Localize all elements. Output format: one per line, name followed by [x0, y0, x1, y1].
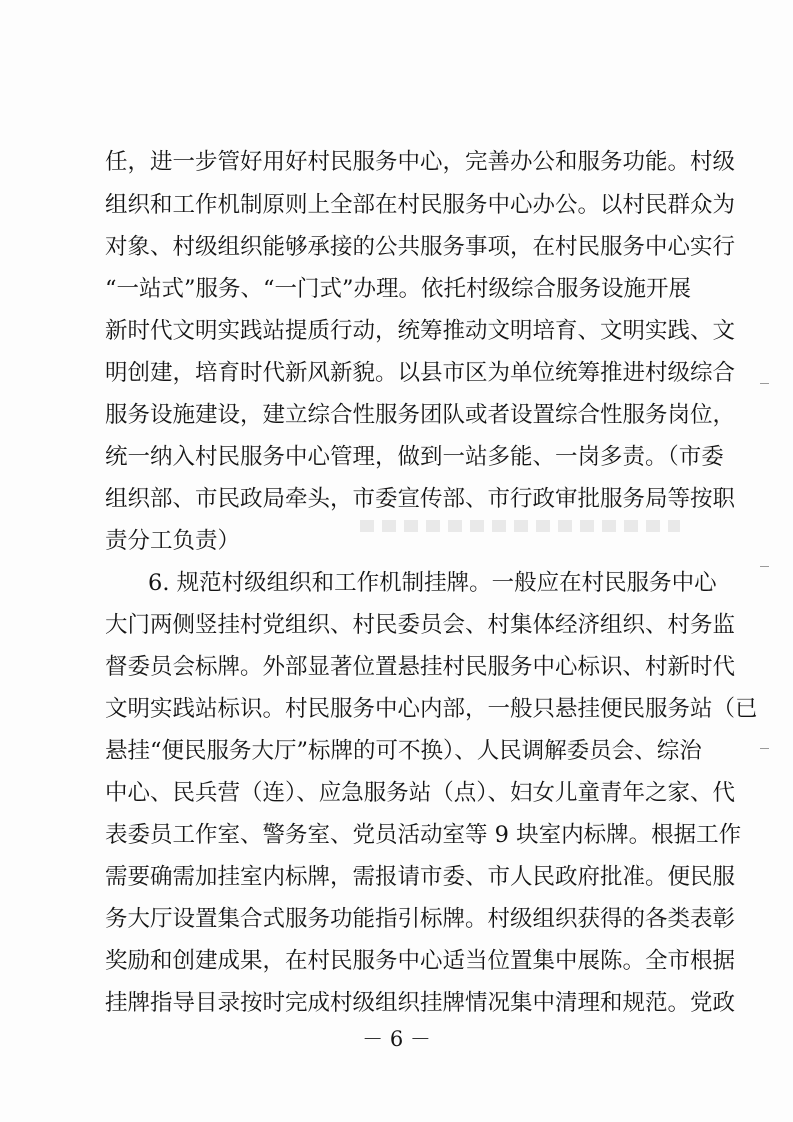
paragraph-line: 中心、民兵营（连）、应急服务站（点）、妇女儿童青年之家、代 — [105, 780, 736, 806]
paragraph-line: 新时代文明实践站提质行动，统筹推动文明培育、文明实践、文 — [105, 318, 736, 344]
scan-edge-mark — [760, 748, 769, 749]
paragraph-line: 大门两侧竖挂村党组织、村民委员会、村集体经济组织、村务监 — [105, 612, 736, 638]
paragraph-line: 务大厅设置集合式服务功能指引标牌。村级组织获得的各类表彰 — [105, 906, 736, 932]
paragraph-line: 督委员会标牌。外部显著位置悬挂村民服务中心标识、村新时代 — [105, 654, 736, 680]
paragraph-line: 服务设施建设，建立综合性服务团队或者设置综合性服务岗位， — [105, 402, 736, 428]
paragraph-line: 表委员工作室、警务室、党员活动室等 9 块室内标牌。根据工作 — [105, 822, 742, 848]
paragraph-line: 明创建，培育时代新风新貌。以县市区为单位统筹推进村级综合 — [105, 360, 736, 386]
page-number: － 6 － — [362, 1027, 431, 1051]
section-heading-line: 6. 规范村级组织和工作机制挂牌。一般应在村民服务中心 — [148, 570, 717, 596]
paragraph-line: 需要确需加挂室内标牌，需报请市委、市人民政府批准。便民服 — [105, 864, 736, 890]
paragraph-line: 任，进一步管好用好村民服务中心，完善办公和服务功能。村级 — [105, 149, 736, 175]
paragraph-line: 组织和工作机制原则上全部在村民服务中心办公。以村民群众为 — [105, 192, 736, 218]
paragraph-line: 统一纳入村民服务中心管理，做到一站多能、一岗多责。（市委 — [105, 444, 724, 470]
paragraph-line: 悬挂“便民服务大厅”标牌的可不换）、人民调解委员会、综治 — [105, 738, 702, 764]
paragraph-line: 奖励和创建成果，在村民服务中心适当位置集中展陈。全市根据 — [105, 948, 736, 974]
scan-edge-mark — [760, 383, 769, 384]
scan-edge-mark — [760, 566, 769, 567]
paragraph-line: 对象、村级组织能够承接的公共服务事项，在村民服务中心实行 — [105, 234, 736, 260]
paragraph-line: “一站式”服务、“一门式”办理。依托村级综合服务设施开展 — [105, 276, 692, 302]
paragraph-line: 责分工负责） — [105, 528, 241, 554]
paragraph-line: 挂牌指导目录按时完成村级组织挂牌情况集中清理和规范。党政 — [105, 990, 736, 1016]
paragraph-line: 文明实践站标识。村民服务中心内部，一般只悬挂便民服务站（已 — [105, 696, 758, 722]
paragraph-line: 组织部、市民政局牵头，市委宣传部、市行政审批服务局等按职 — [105, 486, 736, 512]
